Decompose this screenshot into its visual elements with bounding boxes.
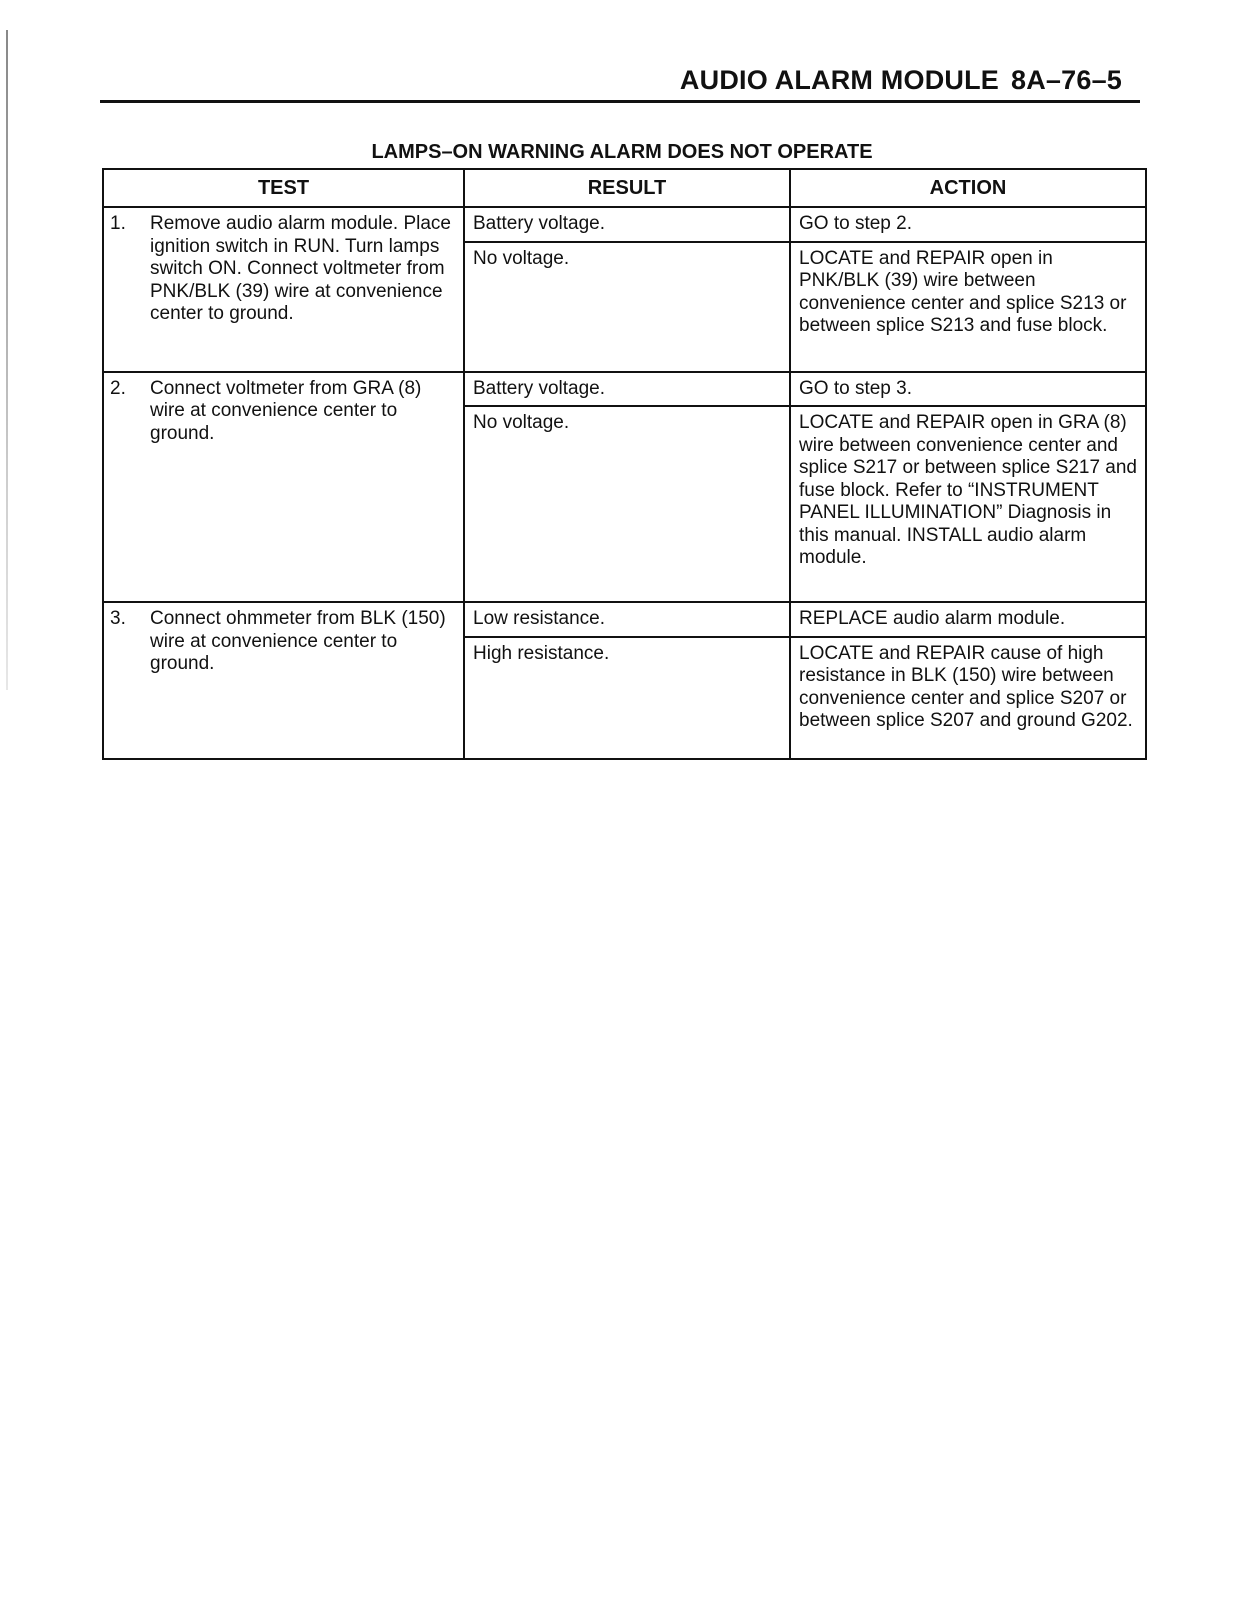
test-text: Connect voltmeter from GRA (8) wire at convenience center to ground. — [150, 377, 422, 444]
result-cell: No voltage. — [464, 242, 790, 372]
action-cell: LOCATE and REPAIR open in PNK/BLK (39) wire between convenience center and splice S213 or between splice S213 and fuse block. — [790, 242, 1146, 372]
page-number: 8A–76–5 — [1011, 65, 1122, 95]
column-header-test: TEST — [103, 169, 464, 207]
diagnosis-table — [102, 168, 1147, 760]
result-cell: Battery voltage. — [464, 372, 790, 407]
test-text: Remove audio alarm module. Place ignition switch in RUN. Turn lamps switch ON. Connect voltmeter from PNK/BLK (39) wire at convenience center to ground. — [150, 213, 451, 324]
action-cell: GO to step 3. — [790, 372, 1146, 407]
scan-edge-mark — [6, 30, 8, 690]
table-row — [103, 207, 1146, 242]
step-number: 3. — [110, 608, 126, 629]
table-title: LAMPS–ON WARNING ALARM DOES NOT OPERATE — [371, 141, 873, 163]
test-cell-step-3 — [103, 602, 464, 759]
table-header-row — [103, 169, 1146, 207]
action-cell: LOCATE and REPAIR cause of high resistance in BLK (150) wire between convenience center and splice S207 or between splice S207 and ground G202. — [790, 637, 1146, 759]
result-cell: Low resistance. — [464, 602, 790, 637]
test-cell-step-1 — [103, 207, 464, 372]
test-cell-step-2 — [103, 372, 464, 603]
page-header-text — [680, 65, 1140, 95]
action-cell: REPLACE audio alarm module. — [790, 602, 1146, 637]
section-title: AUDIO ALARM MODULE — [679, 65, 999, 95]
step-number: 2. — [110, 377, 126, 399]
result-cell: No voltage. — [464, 406, 790, 602]
action-cell: LOCATE and REPAIR open in GRA (8) wire between convenience center and splice S217 or between splice S217 and fuse block. Refer to “INSTRUMENT PANEL ILLUMINATION” Diagnosis in this manual. INSTALL audio alarm module. — [790, 406, 1146, 602]
test-text: Connect ohmmeter from BLK (150) wire at convenience center to ground. — [150, 608, 446, 674]
column-header-action: ACTION — [790, 169, 1146, 207]
column-header-result: RESULT — [464, 169, 790, 207]
result-cell: High resistance. — [464, 637, 790, 759]
page-header — [100, 64, 1140, 103]
result-cell: Battery voltage. — [464, 207, 790, 242]
table-row — [103, 372, 1146, 407]
table-row — [103, 602, 1146, 637]
action-cell: GO to step 2. — [790, 207, 1146, 242]
step-number: 1. — [110, 213, 126, 234]
